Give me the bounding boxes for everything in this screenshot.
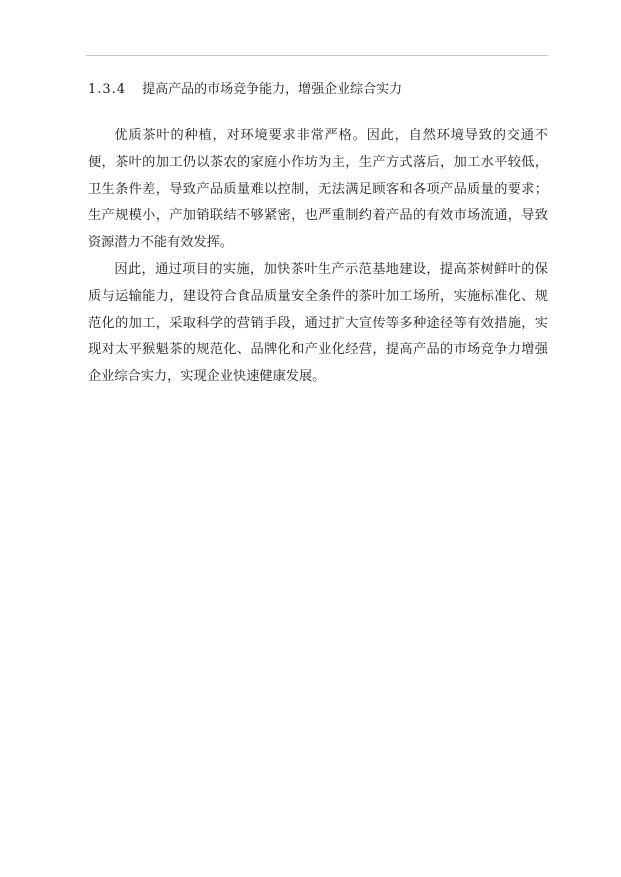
paragraph-1: 优质茶叶的种植，对环境要求非常严格。因此，自然环境导致的交通不便，茶叶的加工仍以茶农的家庭小作坊为主，生产方式落后，加工水平较低，卫生条件差，导致产品质量难以控制，无法满足顾客和各项产品质量的要求；生产规模小，产加销联结不够紧密，也严重制约着产品的有效市场流通，导致资源潜力不能有效发挥。 xyxy=(88,128,548,251)
section-number: 1.3.4 xyxy=(88,82,127,97)
body-text xyxy=(88,123,548,391)
section-title: 提高产品的市场竞争能力，增强企业综合实力 xyxy=(142,82,403,97)
section-heading xyxy=(88,80,548,100)
paragraph-2: 因此，通过项目的实施，加快茶叶生产示范基地建设，提高茶树鲜叶的保质与运输能力，建设符合食品质量安全条件的茶叶加工场所，实施标准化、规范化的加工，采取科学的营销手段，通过扩大宣传等多种途径等有效措施，实现对太平猴魁茶的规范化、品牌化和产业化经营，提高产品的市场竞争力增强企业综合实力，实现企业快速健康发展。 xyxy=(88,261,548,385)
page-header-rule xyxy=(86,55,548,56)
